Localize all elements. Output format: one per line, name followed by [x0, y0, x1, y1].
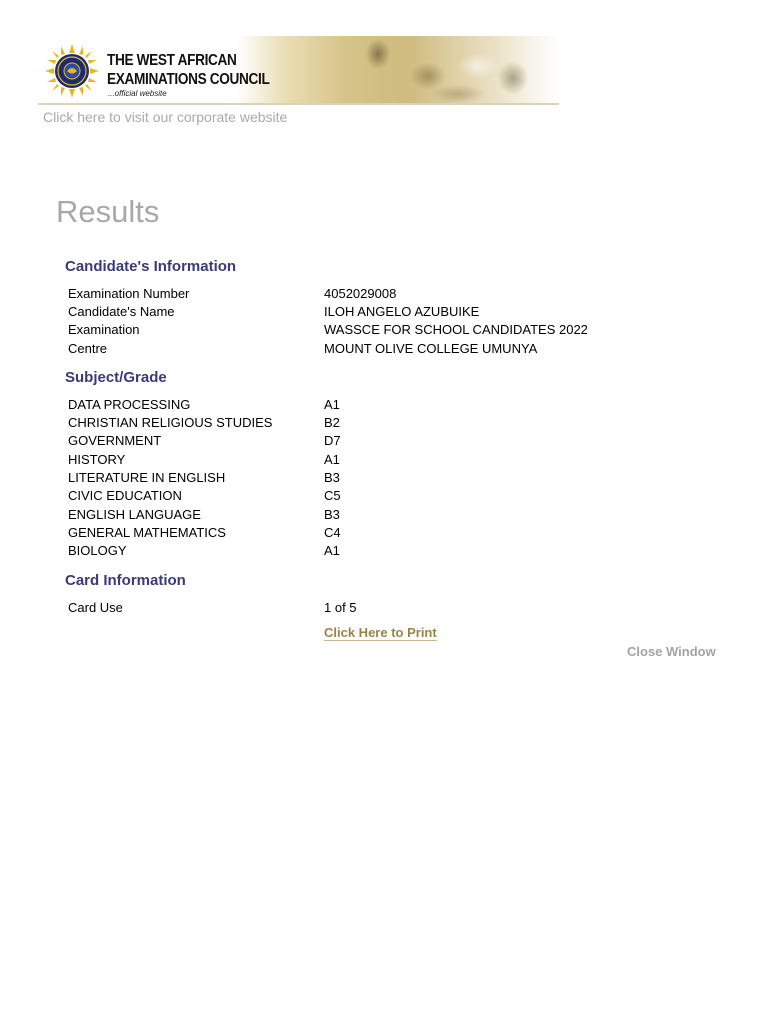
info-row-examination: [68, 321, 688, 339]
subject-name: ENGLISH LANGUAGE: [68, 507, 201, 522]
subject-grade: A1: [324, 397, 340, 412]
banner-photo: [308, 36, 559, 103]
subject-name: BIOLOGY: [68, 543, 127, 558]
subject-name: CHRISTIAN RELIGIOUS STUDIES: [68, 415, 273, 430]
subject-grade: A1: [324, 543, 340, 558]
row-value: WASSCE FOR SCHOOL CANDIDATES 2022: [324, 322, 588, 337]
row-label: Examination: [68, 322, 140, 337]
subject-grade: B3: [324, 507, 340, 522]
close-window-button[interactable]: Close Window: [627, 644, 716, 659]
subject-row: [68, 506, 688, 524]
subject-name: GOVERNMENT: [68, 433, 162, 448]
org-name-line1: THE WEST AFRICAN: [107, 52, 237, 69]
subject-name: LITERATURE IN ENGLISH: [68, 470, 226, 485]
row-label: Examination Number: [68, 286, 190, 301]
row-label: Centre: [68, 341, 108, 356]
org-tagline: ...official website: [108, 89, 167, 98]
page-title: Results: [56, 194, 160, 229]
subject-row: [68, 542, 688, 560]
corporate-website-link[interactable]: Click here to visit our corporate website: [43, 109, 288, 125]
subject-row: [68, 451, 688, 469]
row-value: MOUNT OLIVE COLLEGE UMUNYA: [324, 341, 538, 356]
subject-row: [68, 414, 688, 432]
row-value: 1 of 5: [324, 600, 357, 615]
subject-row: [68, 432, 688, 450]
subject-name: CIVIC EDUCATION: [68, 488, 182, 503]
subject-grade: C5: [324, 488, 341, 503]
subject-grade: C4: [324, 525, 341, 540]
card-use-row: [68, 599, 688, 617]
info-row-exam-number: [68, 285, 688, 303]
card-info-heading: Card Information: [65, 572, 186, 589]
info-row-centre: [68, 340, 688, 358]
subject-row: [68, 524, 688, 542]
row-label: Candidate's Name: [68, 304, 175, 319]
subject-name: HISTORY: [68, 452, 126, 467]
subject-name: DATA PROCESSING: [68, 397, 191, 412]
waec-seal-logo: [44, 43, 100, 99]
subject-name: GENERAL MATHEMATICS: [68, 525, 226, 540]
subject-grade: B3: [324, 470, 340, 485]
info-row-candidate-name: [68, 303, 688, 321]
org-name-line2: EXAMINATIONS COUNCIL: [107, 71, 270, 88]
waec-banner[interactable]: [38, 36, 559, 105]
row-value: ILOH ANGELO AZUBUIKE: [324, 304, 480, 319]
row-label: Card Use: [68, 600, 123, 615]
subject-grade: D7: [324, 433, 341, 448]
candidate-info-heading: Candidate's Information: [65, 258, 237, 275]
print-button[interactable]: Click Here to Print: [324, 625, 437, 640]
subject-grade: A1: [324, 452, 340, 467]
subject-grade: B2: [324, 415, 340, 430]
subject-row: [68, 487, 688, 505]
subject-row: [68, 469, 688, 487]
subject-row: [68, 396, 688, 414]
subject-grade-heading: Subject/Grade: [65, 369, 167, 386]
row-value: 4052029008: [324, 286, 397, 301]
